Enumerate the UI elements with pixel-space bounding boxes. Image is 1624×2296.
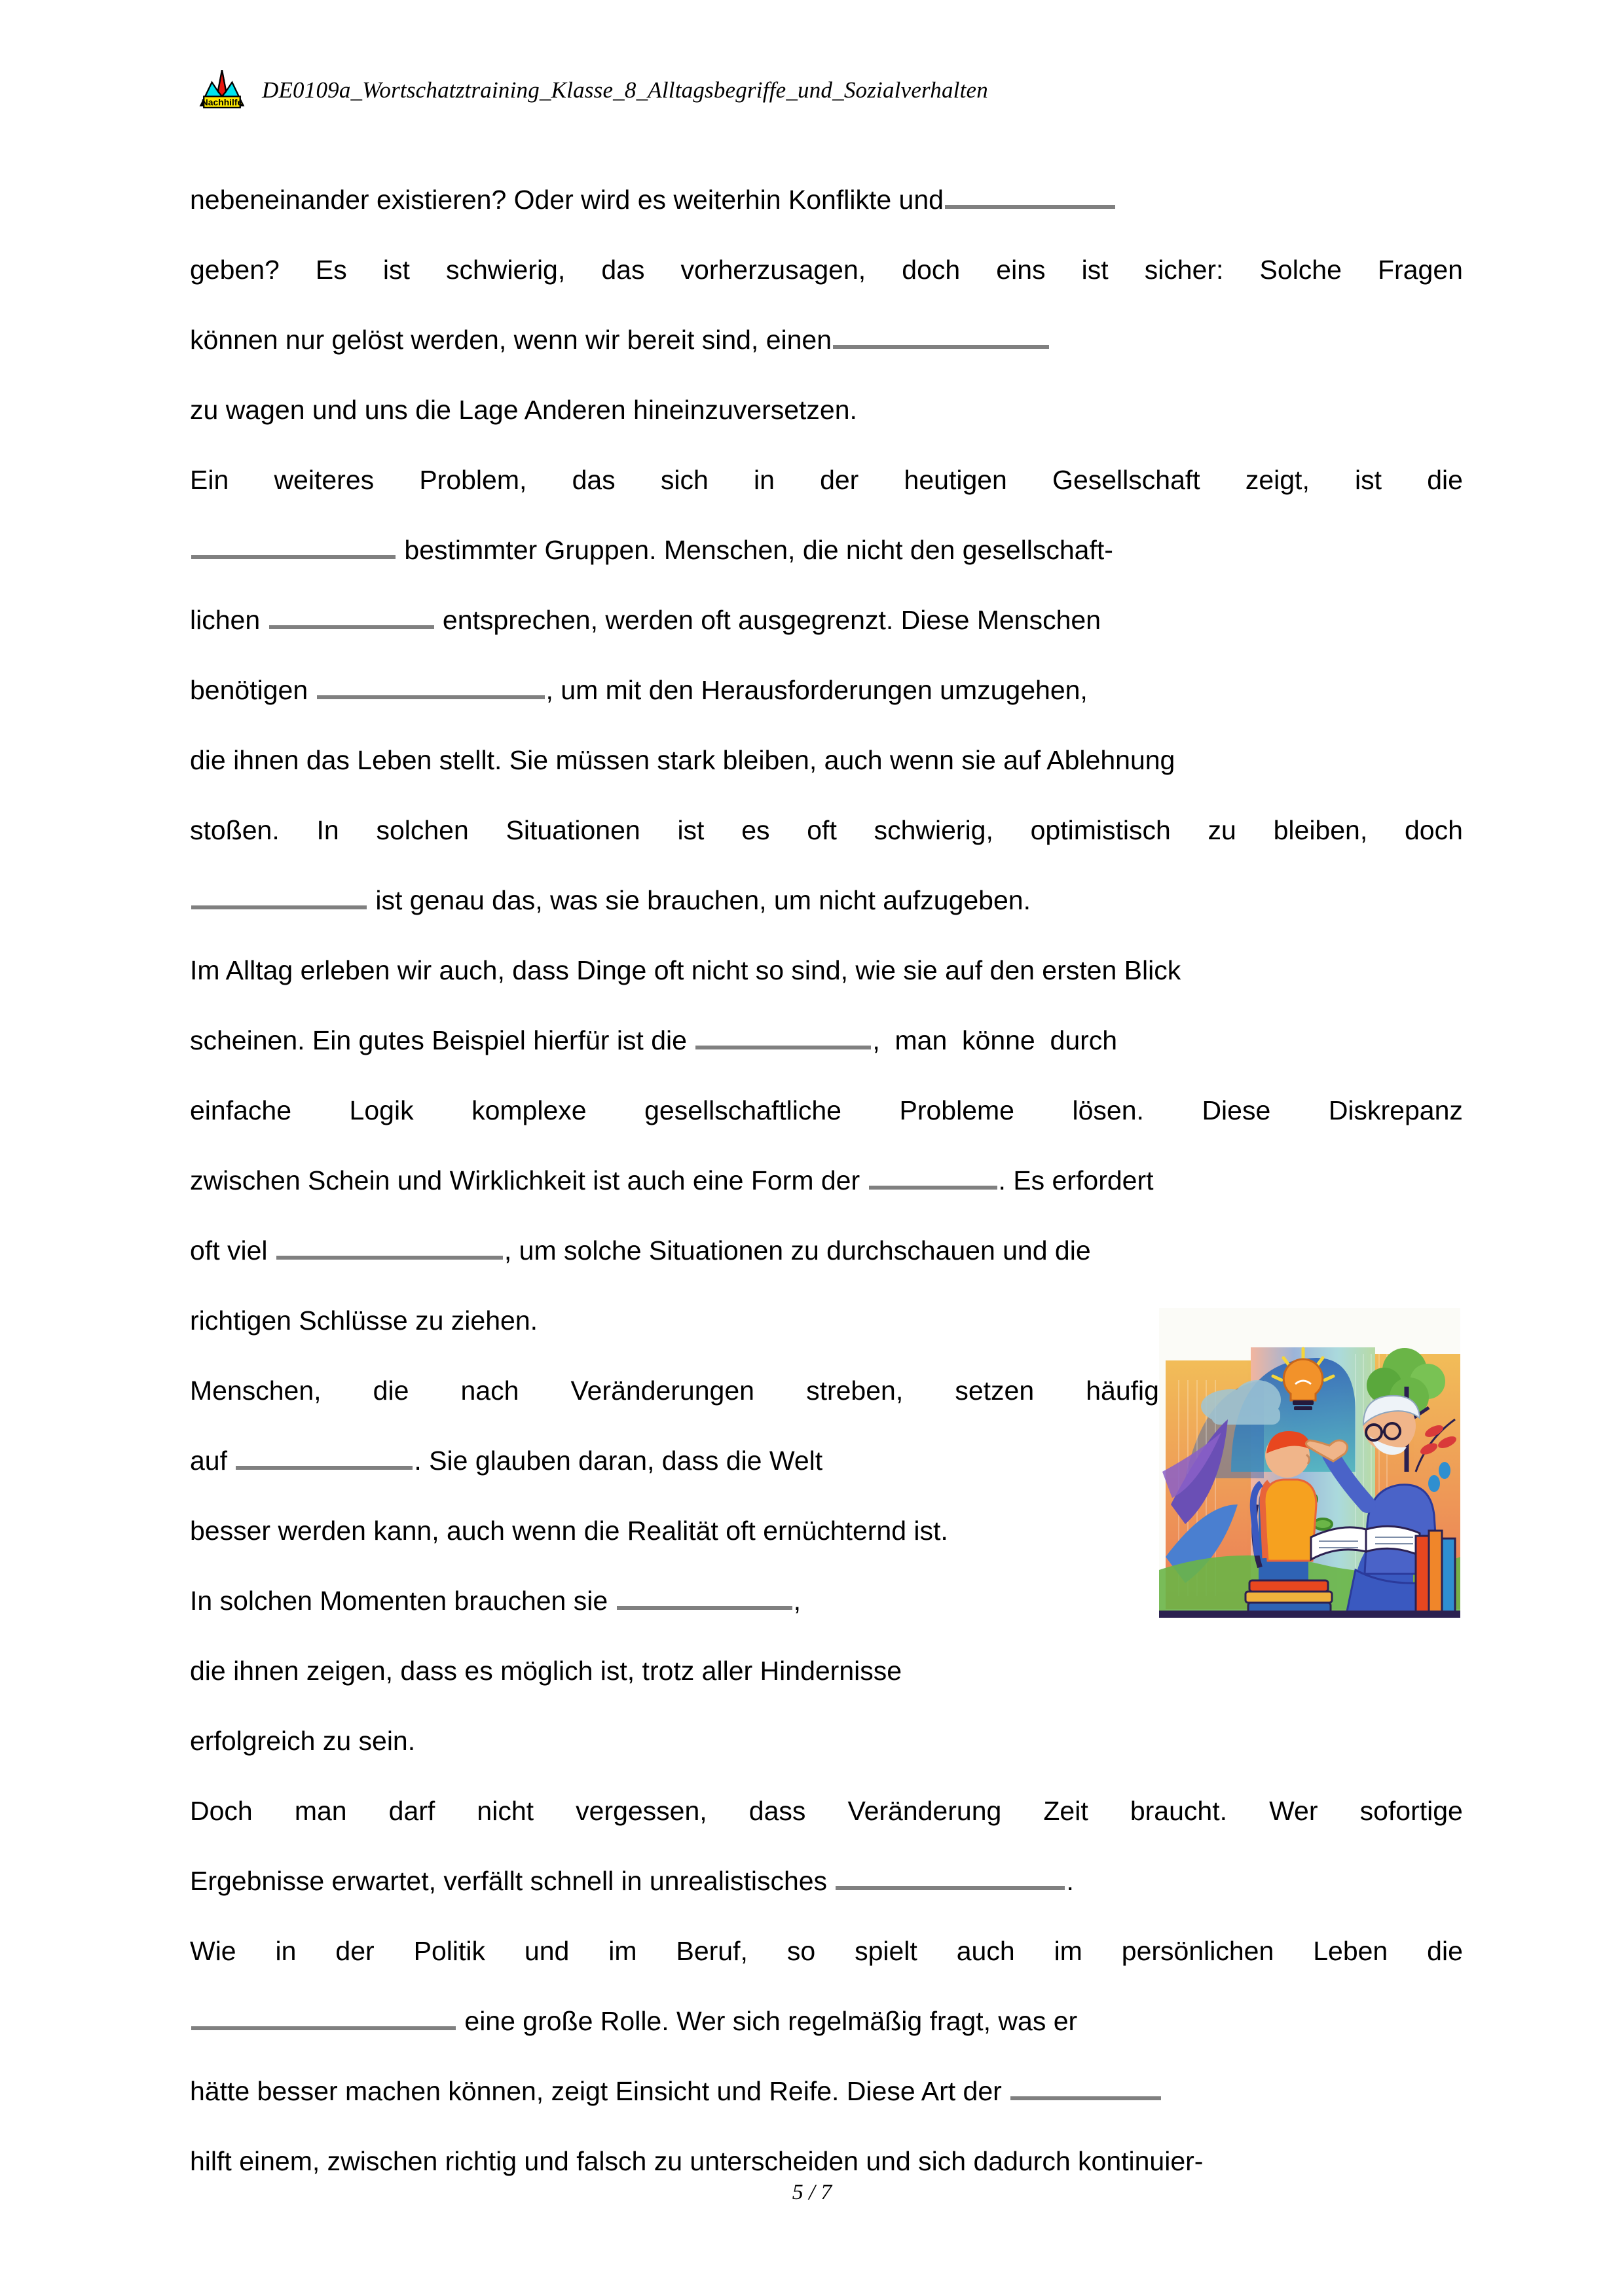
answer-blank[interactable] [833, 321, 1049, 349]
word: ist [677, 815, 705, 845]
word: stoßen. [190, 815, 280, 845]
text-line [190, 1916, 1463, 1986]
text-line [190, 725, 1463, 795]
text-run: hilft einem, zwischen richtig und falsch zu unterscheiden und sich dadurch kontinuier- [190, 2146, 1204, 2176]
word: die [1427, 465, 1463, 495]
word: ist [1081, 255, 1109, 285]
text-line [190, 2056, 1463, 2126]
text-line [190, 1076, 1463, 1146]
word: einfache [190, 1095, 292, 1125]
text-line [190, 235, 1463, 305]
mentor-and-student-illustration [1159, 1308, 1460, 1618]
text-line [190, 1426, 1159, 1496]
word: spielt [855, 1936, 917, 1966]
word: das [601, 255, 645, 285]
word: streben, [806, 1376, 904, 1406]
text-run: erfolgreich zu sein. [190, 1726, 416, 1756]
word: heutigen [904, 465, 1007, 495]
answer-blank[interactable] [276, 1232, 503, 1260]
answer-blank[interactable] [269, 602, 434, 629]
word: im [1054, 1936, 1082, 1966]
word: der [335, 1936, 375, 1966]
text-line [190, 1706, 1159, 1776]
word: bleiben, [1273, 815, 1368, 845]
word: häufig [1086, 1376, 1159, 1406]
word: braucht. [1130, 1796, 1227, 1826]
text-run: . Es erfordert [998, 1165, 1154, 1195]
word: zeigt, [1245, 465, 1310, 495]
text-run: . [1066, 1866, 1074, 1896]
word: man [294, 1796, 347, 1826]
word: die [373, 1376, 409, 1406]
word: doch [1404, 815, 1463, 845]
text-run: , man könne durch [872, 1025, 1118, 1055]
text-run: können nur gelöst werden, wenn wir bereit sind, einen [190, 325, 832, 355]
word: weiteres [274, 465, 375, 495]
word: nicht [477, 1796, 534, 1826]
svg-text:Nachhilfe: Nachhilfe [201, 97, 243, 108]
text-run: , [793, 1586, 801, 1616]
word: Ein [190, 465, 229, 495]
word: Beruf, [676, 1936, 748, 1966]
word: setzen [955, 1376, 1035, 1406]
text-run: scheinen. Ein gutes Beispiel hierfür ist die [190, 1025, 695, 1055]
word: optimistisch [1030, 815, 1171, 845]
word: ist [382, 255, 410, 285]
nachhilfe-logo-icon [196, 66, 248, 115]
word: gesellschaftliche [644, 1095, 841, 1125]
answer-blank[interactable] [317, 672, 545, 699]
word: so [786, 1936, 816, 1966]
answer-blank[interactable] [191, 882, 367, 909]
text-line [190, 1006, 1463, 1076]
answer-blank[interactable] [869, 1162, 997, 1190]
word: Leben [1313, 1936, 1388, 1966]
header-title: DE0109a_Wortschatztraining_Klasse_8_Alltagsbegriffe_und_Sozialverhalten [262, 77, 988, 103]
text-run: entsprechen, werden oft ausgegrenzt. Diese Menschen [435, 605, 1101, 635]
word: komplexe [471, 1095, 587, 1125]
word: auch [956, 1936, 1015, 1966]
text-run: eine große Rolle. Wer sich regelmäßig fragt, was er [457, 2006, 1078, 2036]
word: Logik [349, 1095, 414, 1125]
text-line [190, 1636, 1159, 1706]
word: persönlichen [1121, 1936, 1274, 1966]
word: Politik [413, 1936, 485, 1966]
word: schwierig, [445, 255, 566, 285]
answer-blank[interactable] [617, 1582, 792, 1610]
text-run: lichen [190, 605, 268, 635]
text-run: die ihnen zeigen, dass es möglich ist, trotz aller Hindernisse [190, 1656, 902, 1686]
worksheet-text-body [190, 165, 1463, 2196]
word: Doch [190, 1796, 253, 1826]
word: in [275, 1936, 297, 1966]
text-run: hätte besser machen können, zeigt Einsicht und Reife. Diese Art der [190, 2076, 1010, 2106]
text-run: , um solche Situationen zu durchschauen und die [504, 1235, 1091, 1266]
word: Gesellschaft [1052, 465, 1200, 495]
word: der [820, 465, 859, 495]
text-line [190, 375, 1463, 445]
text-run: , um mit den Herausforderungen umzugehen, [545, 675, 1088, 705]
text-line [190, 1776, 1463, 1846]
word: in [753, 465, 775, 495]
text-run: besser werden kann, auch wenn die Realität oft ernüchternd ist. [190, 1516, 948, 1546]
word: geben? [190, 255, 280, 285]
text-line [190, 866, 1463, 936]
word: Diskrepanz [1328, 1095, 1463, 1125]
text-line [190, 1356, 1159, 1426]
word: oft [807, 815, 837, 845]
text-line [190, 1566, 1159, 1636]
word: schwierig, [874, 815, 993, 845]
text-run: benötigen [190, 675, 316, 705]
text-line [190, 655, 1463, 725]
word: Diese [1202, 1095, 1271, 1125]
text-run: nebeneinander existieren? Oder wird es weiterhin Konflikte und [190, 185, 944, 215]
word: vergessen, [576, 1796, 707, 1826]
text-line [190, 1146, 1463, 1216]
word: Wer [1269, 1796, 1318, 1826]
text-run: zwischen Schein und Wirklichkeit ist auch eine Form der [190, 1165, 868, 1195]
text-line [190, 936, 1463, 1006]
word: die [1427, 1936, 1463, 1966]
word: lösen. [1072, 1095, 1144, 1125]
page-number: 5 / 7 [792, 2180, 832, 2204]
text-line [190, 1216, 1463, 1286]
word: In [316, 815, 339, 845]
text-run: oft viel [190, 1235, 275, 1266]
text-line [190, 1846, 1463, 1916]
word: Veränderung [847, 1796, 1002, 1826]
text-line [190, 795, 1463, 866]
word: Zeit [1043, 1796, 1088, 1826]
text-run: auf [190, 1446, 235, 1476]
answer-blank[interactable] [236, 1442, 413, 1470]
word: solchen [376, 815, 469, 845]
text-run: . Sie glauben daran, dass die Welt [414, 1446, 823, 1476]
text-run: die ihnen das Leben stellt. Sie müssen stark bleiben, auch wenn sie auf Ablehnung [190, 745, 1175, 775]
word: eins [996, 255, 1046, 285]
text-line [190, 305, 1463, 375]
text-run: ist genau das, was sie brauchen, um nicht aufzugeben. [368, 885, 1031, 915]
word: doch [902, 255, 961, 285]
answer-blank[interactable] [191, 532, 396, 559]
text-run: bestimmter Gruppen. Menschen, die nicht den gesellschaft- [397, 535, 1113, 565]
word: Problem, [419, 465, 527, 495]
text-line [190, 165, 1463, 235]
word: im [608, 1936, 637, 1966]
word: vorherzusagen, [680, 255, 866, 285]
word: Probleme [899, 1095, 1014, 1125]
text-line [190, 1986, 1463, 2056]
word: dass [748, 1796, 806, 1826]
answer-blank[interactable] [191, 2003, 456, 2030]
word: nach [460, 1376, 519, 1406]
word: das [572, 465, 616, 495]
text-run: richtigen Schlüsse zu ziehen. [190, 1305, 538, 1336]
answer-blank[interactable] [945, 181, 1115, 209]
answer-blank[interactable] [1010, 2073, 1161, 2100]
word: sicher: [1144, 255, 1224, 285]
text-run: Im Alltag erleben wir auch, dass Dinge oft nicht so sind, wie sie auf den ersten Blick [190, 955, 1181, 985]
text-run: Ergebnisse erwartet, verfällt schnell in unrealistisches [190, 1866, 835, 1896]
word: es [741, 815, 770, 845]
word: Fragen [1378, 255, 1463, 285]
word: sich [660, 465, 709, 495]
word: Wie [190, 1936, 236, 1966]
text-run: zu wagen und uns die Lage Anderen hineinzuversetzen. [190, 395, 857, 425]
text-run: In solchen Momenten brauchen sie [190, 1586, 616, 1616]
word: Veränderungen [570, 1376, 754, 1406]
text-line [190, 515, 1463, 585]
word: darf [388, 1796, 435, 1826]
text-line [190, 1496, 1159, 1566]
word: sofortige [1359, 1796, 1463, 1826]
word: Situationen [506, 815, 640, 845]
answer-blank[interactable] [836, 1863, 1065, 1890]
text-line [190, 445, 1463, 515]
answer-blank[interactable] [695, 1022, 871, 1049]
page-header [196, 63, 1467, 118]
text-line [190, 585, 1463, 655]
word: und [524, 1936, 570, 1966]
word: Es [315, 255, 347, 285]
word: Solche [1259, 255, 1342, 285]
word: ist [1355, 465, 1382, 495]
word: zu [1208, 815, 1236, 845]
word: Menschen, [190, 1376, 322, 1406]
